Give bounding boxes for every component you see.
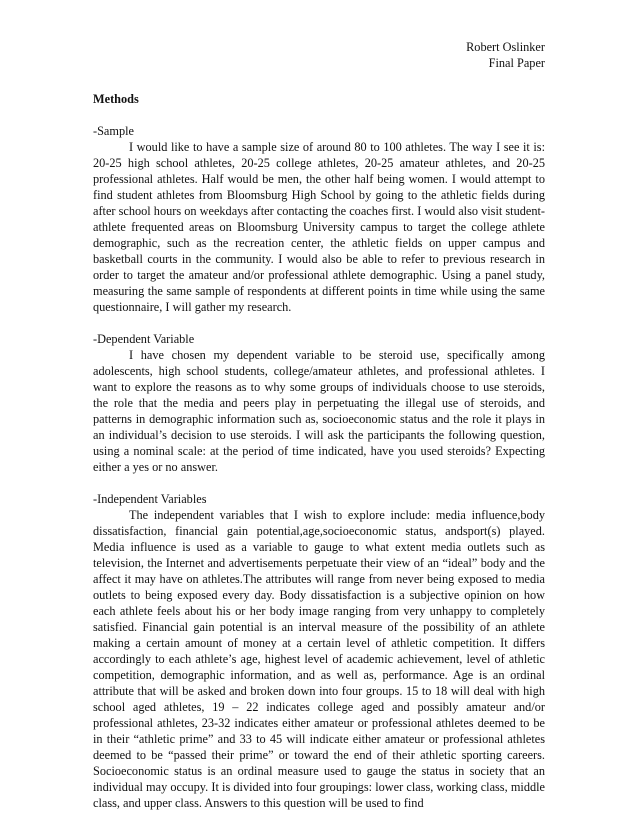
section-dependent-variable xyxy=(93,331,545,475)
page-header xyxy=(466,39,545,71)
paragraph-sample: I would like to have a sample size of around 80 to 100 athletes. The way I see it is: 20-25 high school athletes, 20-25 college athletes, 20-25 amateur athletes, and 20-25 professional athletes. Half would be men, the other half being women. I would attempt to find student athletes from Bloomsburg High School by going to the athletic fields during after school hours on weekdays after contacting the coaches first. I would also visit student-athlete frequented areas on Bloomsburg University campus to target the college athlete demographic, such as the recreation center, the athletic fields on upper campus and basketball courts in the community. I would also be able to refer to previous research in order to target the amateur and/or professional athlete demographic. Using a panel study, measuring the same sample of respondents at different points in time while using the same questionnaire, I will gather my research. xyxy=(93,140,545,314)
section-sample xyxy=(93,123,545,315)
section-title-dependent-variable: -Dependent Variable xyxy=(93,332,195,346)
paragraph-dependent-variable: I have chosen my dependent variable to be steroid use, specifically among adolescents, high school students, college/amateur athletes, and professional athletes. I want to explore the reasons as to why some groups of individuals choose to use steroids, the role that the media and peers play in perpetuating the illegal use of steroids, and patterns in demographic information such as, socioeconomic status and the role it plays in an individual’s decision to use steroids. I will ask the participants the following question, using a nominal scale: at the period of time indicated, have you used steroids? Expecting either a yes or no answer. xyxy=(93,348,545,474)
section-heading-methods: Methods xyxy=(93,92,139,106)
paragraph-independent-variables: The independent variables that I wish to explore include: media influence,body dissatisfaction, financial gain potential,age,socioeconomic status, andsport(s) played. Media influence is used as a variable to gauge to what extent media outlets such as television, the Internet and advertisements perpetuate their view of an “ideal” body and the affect it may have on athletes.The attributes will range from never being exposed to media outlets to being exposed every day. Body dissatisfaction is a subjective opinion on how each athlete feels about his or her body image ranging from very unhappy to completely satisfied. Financial gain potential is an interval measure of the possibility of an athlete making a certain amount of money at a certain level of athletic competition. It differs accordingly to each athlete’s age, highest level of academic achievement, level of athletic competition, demographic information, and as well as, performance. Age is an ordinal attribute that will be asked and broken down into four groups. 15 to 18 will deal with high school aged athletes, 19 – 22 indicates college aged and possibly amateur and/or professional athletes, 23-32 indicates either amateur or professional athletes deemed to be in their “athletic prime” and 33 to 45 will indicate either amateur or professional athletes deemed to be “passed their prime” or toward the end of their athletic sporting careers. Socioeconomic status is an ordinal measure used to gauge the status in society that an individual may occupy. It is divided into four groupings: lower class, working class, middle class, and upper class. Answers to this question will be used to find xyxy=(93,508,545,810)
section-title-sample: -Sample xyxy=(93,124,134,138)
author-name: Robert Oslinker xyxy=(466,40,545,54)
document-body xyxy=(93,91,545,827)
section-independent-variables xyxy=(93,491,545,811)
section-title-independent-variables: -Independent Variables xyxy=(93,492,207,506)
document-title: Final Paper xyxy=(488,56,545,70)
